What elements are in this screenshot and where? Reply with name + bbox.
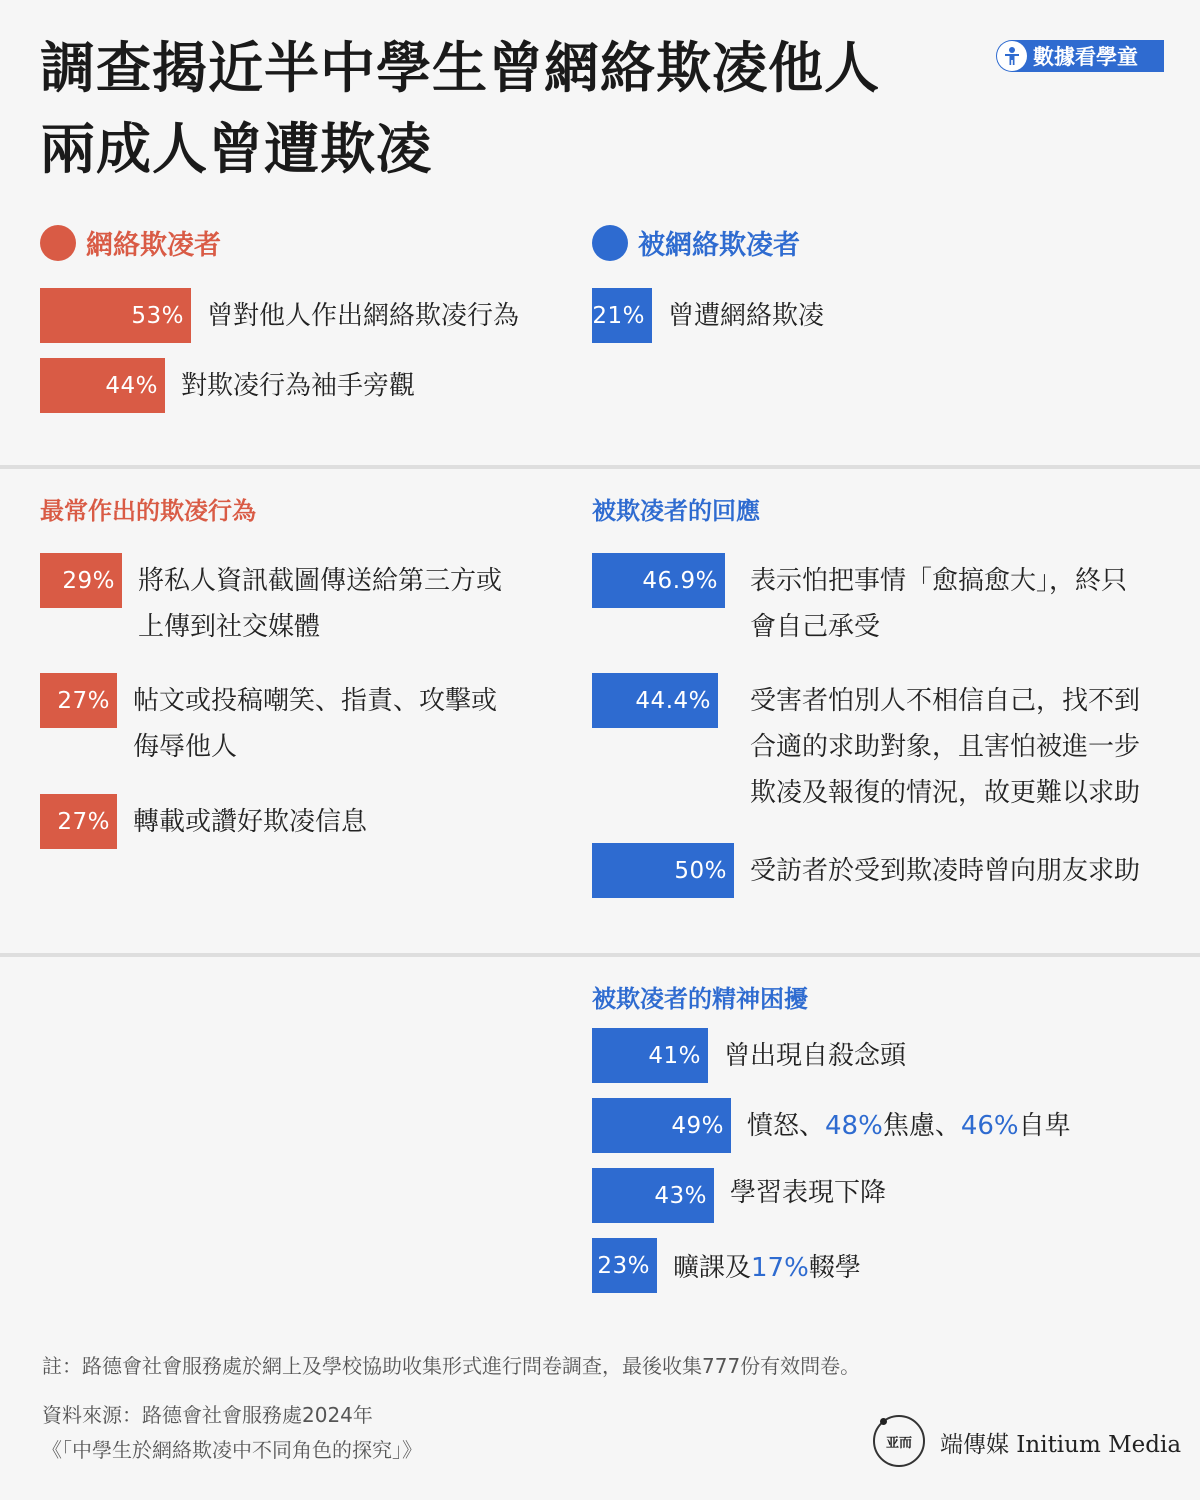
logo-dot-icon [880, 1418, 887, 1425]
bar [592, 673, 718, 728]
label-text: 憤怒、 [747, 1111, 826, 1141]
label-line: 欺凌及報復的情況，故更難以求助 [750, 778, 1141, 808]
bar-value-label: 41% [648, 1042, 701, 1069]
category-label [673, 1245, 1165, 1291]
label-line: 受訪者於受到欺凌時曾向朋友求助 [750, 856, 1141, 886]
child-icon [997, 41, 1027, 71]
bar [592, 1028, 708, 1083]
label-line: 合適的求助對象，且害怕被進一步 [750, 732, 1141, 762]
category-label: 曾對他人作出網絡欺凌行為 [207, 301, 520, 331]
highlight-value: 48% [825, 1111, 883, 1141]
label-text: 輟學 [808, 1253, 861, 1283]
label-line: 受害者怕別人不相信自己，找不到 [750, 686, 1141, 716]
label-line: 會自己承受 [750, 612, 881, 642]
bar [40, 794, 117, 849]
bar-value-label: 43% [654, 1182, 707, 1209]
legend-bullies-label: 網絡欺凌者 [86, 230, 221, 261]
bar-value-label: 49% [671, 1112, 724, 1139]
survey-note: 註：路德會社會服務處於網上及學校協助收集形式進行問卷調查，最後收集777份有效問卷。 [42, 1354, 861, 1378]
category-label [750, 558, 1165, 650]
section-title-responses: 被欺凌者的回應 [592, 497, 760, 525]
label-text: 學習表現下降 [730, 1178, 887, 1208]
logo-mark: 亚而 [885, 1435, 912, 1451]
bar [592, 288, 652, 343]
category-label [750, 678, 1165, 816]
highlight-value: 17% [751, 1253, 809, 1283]
category-label [730, 1170, 1165, 1216]
bar-value-label: 44.4% [635, 687, 711, 714]
label-line: 侮辱他人 [133, 732, 238, 762]
source-line-2: 《「中學生於網絡欺凌中不同角色的探究」》 [42, 1438, 422, 1462]
source-line-1: 資料來源：路德會社會服務處2024年 [42, 1403, 373, 1427]
label-text: 曾出現自殺念頭 [724, 1041, 907, 1071]
label-line: 表示怕把事情「愈搞愈大」，終只 [750, 566, 1128, 596]
bar [592, 1098, 731, 1153]
legend-victims [592, 223, 800, 262]
category-label [747, 1103, 1165, 1149]
section-title-behaviours: 最常作出的欺凌行為 [40, 497, 256, 525]
bar [40, 553, 122, 608]
section-title-distress: 被欺凌者的精神困擾 [592, 985, 808, 1013]
bar [40, 358, 165, 413]
label-text: 自卑 [1018, 1111, 1071, 1141]
legend-bullies [40, 223, 221, 262]
bar-value-label: 50% [674, 857, 727, 884]
title-line-2: 兩成人曾遭欺凌 [40, 117, 433, 181]
bar-value-label: 23% [597, 1252, 650, 1279]
bar-value-label: 27% [57, 687, 110, 714]
bar-value-label: 46.9% [642, 567, 718, 594]
label-text: 曠課及 [673, 1253, 752, 1283]
publisher-name: 端傳媒 Initium Media [940, 1432, 1182, 1458]
label-line: 帖文或投稿嘲笑、指責、攻擊或 [133, 686, 498, 716]
category-label: 對欺凌行為袖手旁觀 [181, 371, 416, 401]
category-label [750, 848, 1165, 894]
title-line-1: 調查揭近半中學生曾網絡欺凌他人 [40, 36, 881, 100]
bar [592, 843, 734, 898]
page-title [40, 28, 970, 190]
red-dot-icon [40, 225, 76, 261]
highlight-value: 46% [960, 1111, 1019, 1141]
legend-victims-label: 被網絡欺凌者 [638, 230, 800, 261]
section-divider [0, 465, 1200, 469]
label-text: 焦慮、 [882, 1111, 961, 1141]
blue-dot-icon [592, 225, 628, 261]
category-label [724, 1033, 1165, 1079]
category-label: 曾遭網絡欺凌 [668, 301, 825, 331]
label-line: 將私人資訊截圖傳送給第三方或 [138, 566, 503, 596]
badge-text: 數據看學童 [1033, 45, 1138, 69]
bar-value-label: 29% [62, 567, 115, 594]
section-divider [0, 953, 1200, 957]
bar [40, 673, 117, 728]
bar-value-label: 44% [105, 372, 158, 399]
bar [592, 1238, 657, 1293]
bar [40, 288, 191, 343]
label-line: 轉載或讚好欺凌信息 [133, 807, 368, 837]
bar-value-label: 27% [57, 808, 110, 835]
bar [592, 1168, 714, 1223]
bar-value-label: 21% [592, 302, 645, 329]
series-badge [996, 40, 1164, 72]
bar-value-label: 53% [131, 302, 184, 329]
bar [592, 553, 725, 608]
label-line: 上傳到社交媒體 [138, 612, 321, 642]
